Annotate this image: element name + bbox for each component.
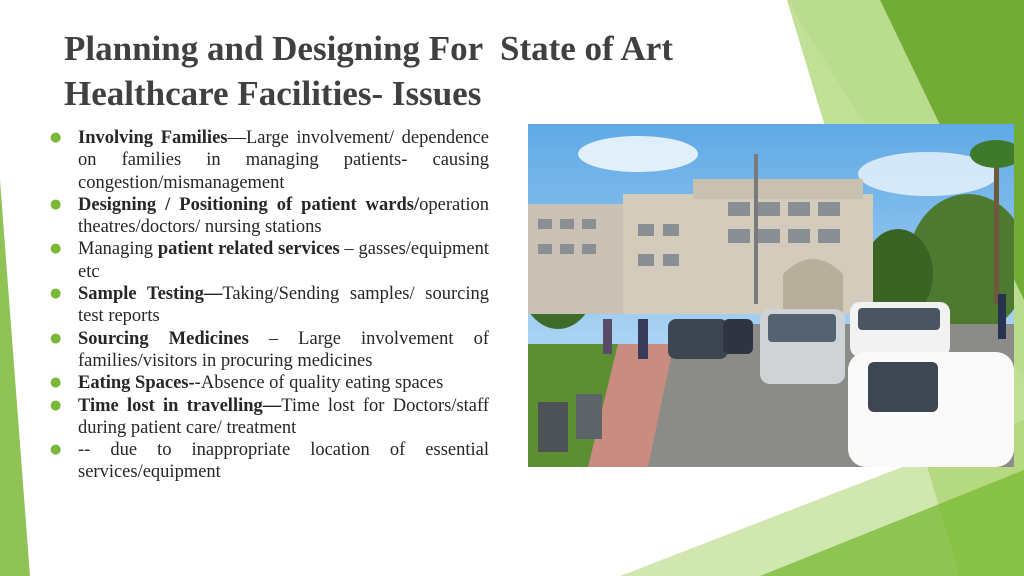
car-window (768, 314, 836, 342)
bullet-pre: Managing (78, 239, 158, 260)
cloud (578, 136, 698, 172)
deco-shape-left-edge (0, 180, 30, 576)
building-entrance-arch (783, 259, 843, 314)
bullet-item (46, 395, 489, 440)
building-tower (693, 179, 863, 199)
photo-illustration (528, 124, 1014, 467)
bullet-text: – gasses/equipment etc (78, 239, 489, 282)
dustbin (538, 402, 568, 452)
bullet-dot-icon: ● (50, 130, 62, 145)
bullet-bold: Designing / Positioning of patient wards/ (78, 194, 420, 215)
issue-bullet-list (46, 127, 489, 484)
person (998, 294, 1006, 339)
bullet-bold: Eating Spaces- (78, 373, 195, 394)
bullet-dot-icon: ● (50, 241, 62, 257)
person (638, 319, 648, 359)
slide-title-line-1: Planning and Designing For State of Art (64, 29, 673, 68)
car (668, 319, 728, 359)
bullet-bold: Involving Families (78, 128, 228, 148)
bullet-text: – Large involvement of families/visitors in procuring medicines (78, 328, 489, 371)
bullet-text: Time lost for Doctors/staff during patient care/ treatment (78, 395, 489, 438)
bullet-bold: Sample Testing— (78, 284, 223, 305)
bullet-dot-icon: ● (50, 196, 62, 212)
bullet-dot-icon: ● (50, 442, 62, 458)
bullet-item (46, 238, 489, 283)
bullet-bold: patient related services (157, 239, 340, 260)
bullet-item (46, 127, 489, 194)
car (723, 319, 753, 354)
bullet-item (46, 439, 489, 484)
hospital-street-photo (528, 124, 1014, 467)
bullet-item (46, 194, 489, 239)
person (603, 319, 612, 354)
bullet-text: —Large involvement/ dependence on families in managing patients- causing congestion/mismanagement (78, 128, 489, 193)
bullet-item (46, 328, 489, 373)
bullet-dot-icon: ● (50, 397, 62, 413)
car-window (858, 308, 940, 330)
bullet-text: Taking/Sending samples/ sourcing test reports (78, 284, 490, 327)
bullet-bold: Time lost in travelling— (78, 395, 282, 416)
bullet-bold: Sourcing Medicines (78, 328, 249, 349)
bullet-dot-icon: ● (50, 375, 62, 391)
bullet-text: -- due to inappropriate location of essential services/equipment (78, 440, 489, 483)
palm-trunk (994, 154, 999, 304)
slide-title-line-2: Healthcare Facilities- Issues (64, 74, 482, 113)
dustbin (576, 394, 602, 439)
bullet-item (46, 372, 489, 394)
bullet-dot-icon: ● (50, 330, 62, 346)
bullet-item (46, 283, 489, 328)
slide-title (64, 26, 784, 116)
bullet-text: operation theatres/doctors/ nursing stations (78, 194, 489, 238)
bullet-dot-icon: ● (50, 286, 62, 302)
lamp-pole (754, 154, 758, 304)
car-window (868, 362, 938, 412)
bullet-text: -Absence of quality eating spaces (194, 373, 444, 394)
